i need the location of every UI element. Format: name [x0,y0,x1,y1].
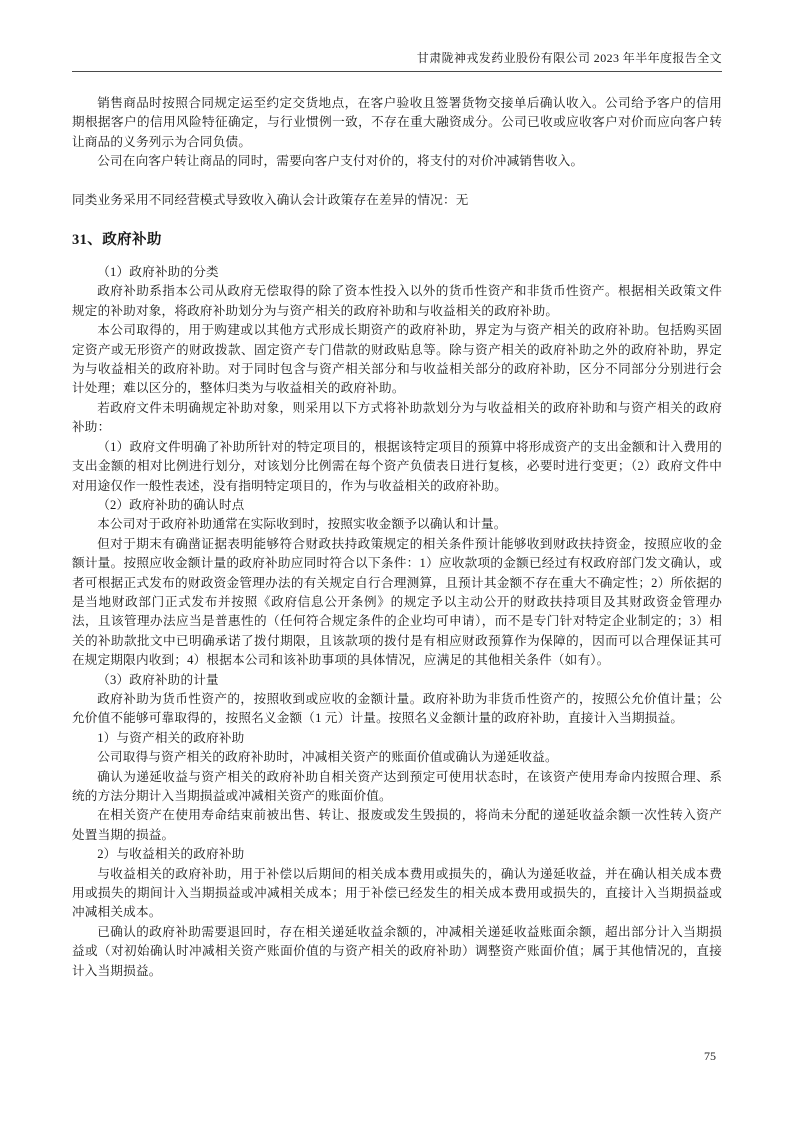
paragraph-asset-disposal-rule: 在相关资产在使用寿命结束前被出售、转让、报废或发生毁损的，将尚未分配的递延收益余额一次性转入资产处置当期的损益。 [72,808,722,842]
page-number: 75 [704,1049,716,1063]
document-body [72,88,722,981]
header-divider [72,71,722,72]
paragraph-asset-related-subtitle: 1）与资产相关的政府补助 [97,730,245,745]
paragraph-income-grant-treatment: 与收益相关的政府补助，用于补偿以后期间的相关成本费用或损失的，确认为递延收益，并在确认相关成本费用或损失的期间计入当期损益或冲减相关成本；用于补偿已经发生的相关成本费用或损失的，直接计入当期损益或冲减相关成本。 [72,866,722,920]
paragraph-monetary-measurement: 政府补助为货币性资产的，按照收到或应收的金额计量。政府补助为非货币性资产的，按照公允价值计量；公允价值不能够可靠取得的，按照名义金额（1 元）计量。按照名义金额计量的政府补助，直接计入当期损益。 [72,691,722,726]
report-header-title: 甘肃陇神戎发药业股份有限公司 2023 年半年度报告全文 [416,51,722,65]
paragraph-classification-methods: （1）政府文件明确了补助所针对的特定项目的，根据该特定项目的预算中将形成资产的支出金额和计入费用的支出金额的相对比例进行划分，对该划分比例需在每个资产负债表日进行复核，必要时进行变更；（2）政府文件中对用途仅作一般性表述，没有指明特定项目的，作为与收益相关的政府补助。 [72,439,722,493]
document-header [72,50,722,72]
section-heading-government-grants: 31、政府补助 [72,232,162,249]
paragraph-sales-revenue-recognition: 销售商品时按照合同规定运至约定交货地点，在客户验收且签署货物交接单后确认收入。公司给予客户的信用期根据客户的信用风险特征确定，与行业惯例一致，不存在重大融资成分。公司已收或应收客户对价而应向客户转让商品的义务列示为合同负债。 [72,96,722,149]
paragraph-grant-repayment-rule: 已确认的政府补助需要退回时，存在相关递延收益余额的，冲减相关递延收益账面余额，超出部分计入当期损益或（对初始确认时冲减相关资产账面价值的与资产相关的政府补助）调整资产账面价值；属于其他情况的，直接计入当期损益。 [72,924,722,978]
paragraph-recognition-on-receipt: 本公司对于政府补助通常在实际收到时，按照实收金额予以确认和计量。 [97,517,507,532]
paragraph-measurement-title: （3）政府补助的计量 [97,672,219,687]
paragraph-asset-related-definition: 本公司取得的，用于购建或以其他方式形成长期资产的政府补助，界定为与资产相关的政府补助。包括购买固定资产或无形资产的财政拨款、固定资产专门借款的财政贴息等。除与资产相关的政府补助之外的政府补助，界定为与收益相关的政府补助。对于同时包含与资产相关部分和与收益相关部分的政府补助，区分不同部分分别进行会计处理；难以区分的，整体归类为与收益相关的政府补助。 [72,323,722,396]
paragraph-consideration-payable: 公司在向客户转让商品的同时，需要向客户支付对价的，将支付的对价冲减销售收入。 [97,154,584,169]
paragraph-grant-definition: 政府补助系指本公司从政府无偿取得的除了资本性投入以外的货币性资产和非货币性资产。根据相关政策文件规定的补助对象，将政府补助划分为与资产相关的政府补助和与收益相关的政府补助。 [72,284,722,318]
paragraph-different-business-models: 同类业务采用不同经营模式导致收入确认会计政策存在差异的情况：无 [72,192,469,207]
paragraph-income-related-subtitle: 2）与收益相关的政府补助 [97,847,245,862]
paragraph-receivable-conditions: 但对于期末有确凿证据表明能够符合财政扶持政策规定的相关条件预计能够收到财政扶持资金，按照应收的金额计量。按照应收金额计量的政府补助应同时符合以下条件：1）应收款项的金额已经过有权政府部门发文确认，或者可根据正式发布的财政资金管理办法的有关规定自行合理测算，且预计其金额不存在重大不确定性；2）所依据的是当地财政部门正式发布并按照《政府信息公开条例》的规定予以主动公开的财政扶持项目及其财政资金管理办法，且该管理办法应当是普惠性的（任何符合规定条件的企业均可申请），而不是专门针对特定企业制定的；3）相关的补助款批文中已明确承诺了拨付期限，且该款项的拨付是有相应财政预算作为保障的，因而可以合理保证其可在规定期限内收到；4）根据本公司和该补助事项的具体情况，应满足的其他相关条件（如有）。 [72,536,722,668]
paragraph-asset-grant-treatment: 公司取得与资产相关的政府补助时，冲减相关资产的账面价值或确认为递延收益。 [97,750,558,765]
paragraph-recognition-timing-title: （2）政府补助的确认时点 [97,497,245,512]
paragraph-deferred-income-amortization: 确认为递延收益与资产相关的政府补助自相关资产达到预定可使用状态时，在该资产使用寿命内按照合理、系统的方法分期计入当期损益或冲减相关资产的账面价值。 [72,769,722,803]
paragraph-grant-classification-title: （1）政府补助的分类 [97,265,219,280]
paragraph-unspecified-target-rule: 若政府文件未明确规定补助对象，则采用以下方式将补助款划分为与收益相关的政府补助和与资产相关的政府补助： [72,400,722,435]
